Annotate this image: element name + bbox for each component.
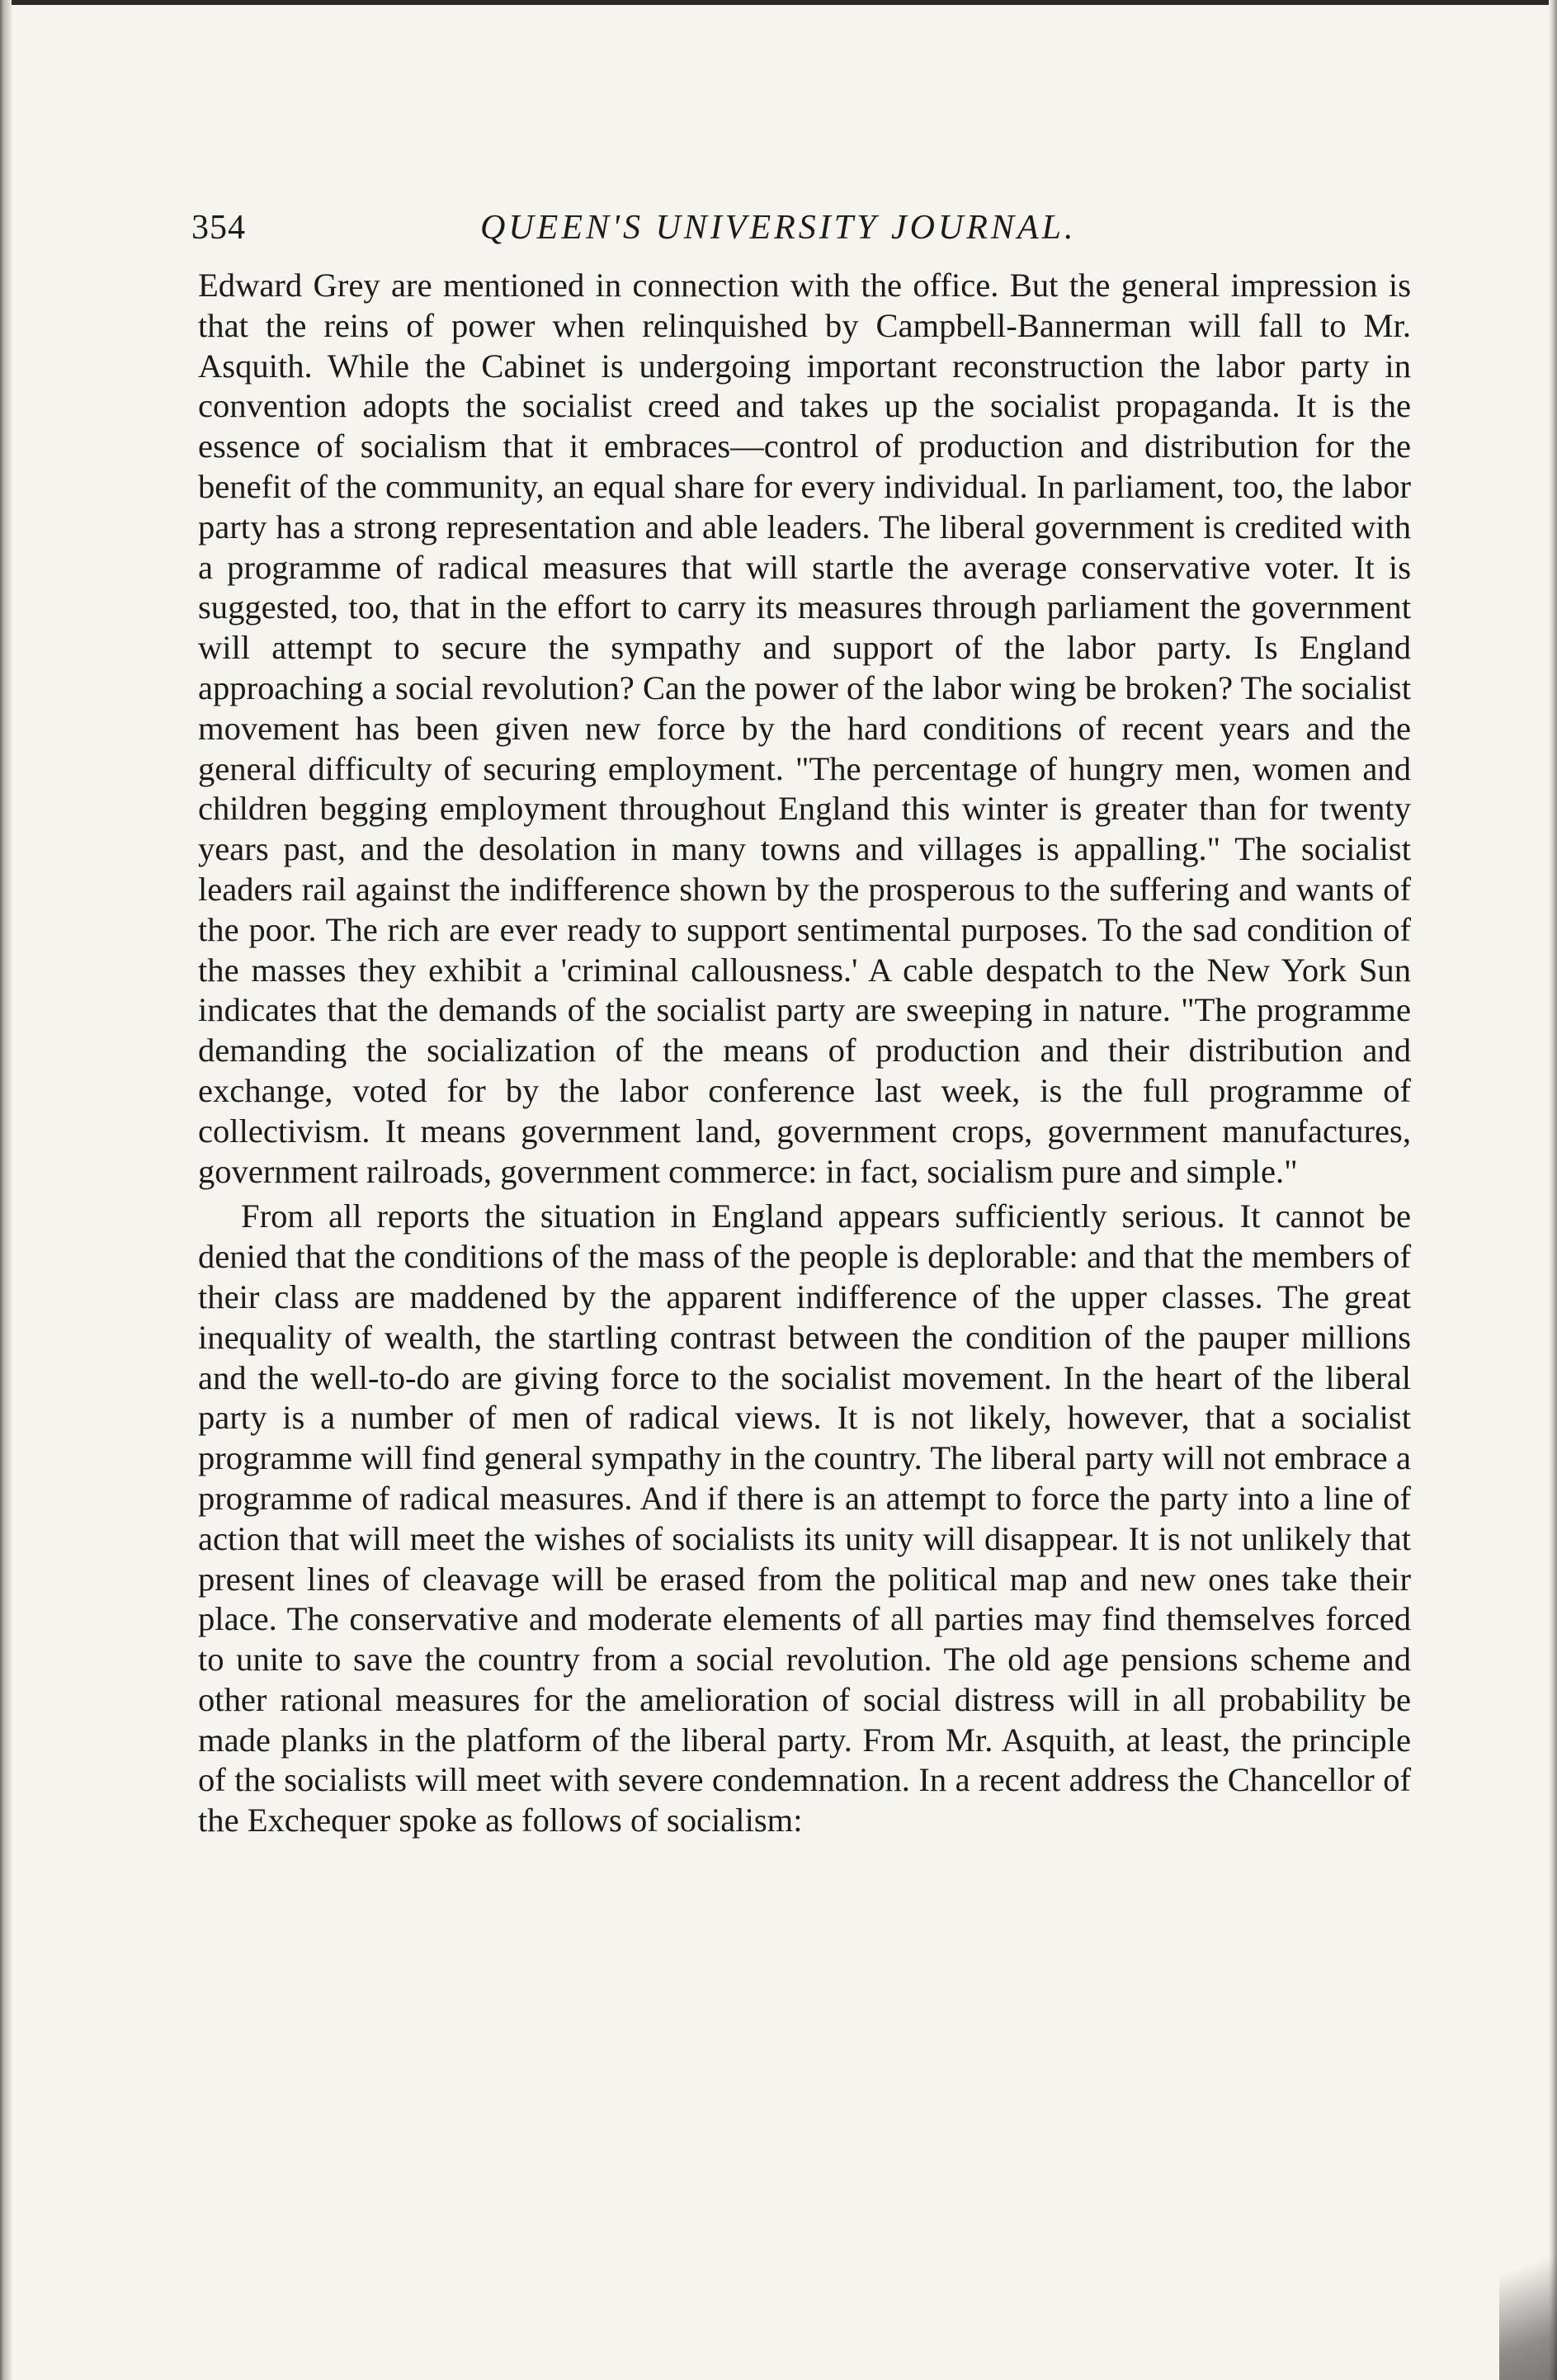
paragraph-1: Edward Grey are mentioned in connection with the office. But the general impression is that the reins of power when relinquished by Campbell-Bannerman will fall to Mr. Asquith. While the Cabinet is undergoing important reconstruction the labor party in convention adopts the socialist creed and takes up the socialist propaganda. It is the essence of socialism that it embraces—control of production and distribution for the benefit of the community, an equal share for every individual. In parliament, too, the labor party has a strong representation and able leaders. The liberal government is credited with a programme of radical measures that will startle the average conservative voter. It is suggested, too, that in the effort to carry its measures through parliament the government will attempt to secure the sympathy and support of the labor party. Is England approaching a social revolution? Can the power of the labor wing be broken? The socialist movement has been given new force by the hard conditions of recent years and the general difficulty of securing employment. "The percentage of hungry men, women and children begging employment throughout England this winter is greater than for twenty years past, and the desolation in many towns and villages is appalling." The socialist leaders rail against the indifference shown by the prosperous to the suffering and wants of the poor. The rich are ever ready to support sentimental purposes. To the sad condition of the masses they exhibit a 'criminal callousness.' A cable despatch to the New York Sun indicates that the demands of the socialist party are sweeping in nature. "The programme demanding the socialization of the means of production and their distribution and exchange, voted for by the labor conference last week, is the full programme of collectivism. It means government land, government crops, government manufactures, government railroads, government commerce: in fact, socialism pure and simple." <box>198 267 1411 1190</box>
article-body <box>198 266 1411 1841</box>
running-title: QUEEN'S UNIVERSITY JOURNAL. <box>480 209 1077 247</box>
page-number: 354 <box>191 209 246 247</box>
page-corner-shadow <box>1499 2190 1557 2380</box>
left-page-edge <box>0 0 12 2380</box>
top-border-rule <box>0 0 1557 5</box>
page-header <box>191 201 1413 254</box>
paragraph-2: From all reports the situation in England appears sufficiently serious. It cannot be denied that the conditions of the mass of the people is deplorable: and that the members of their class are maddened by the apparent indifference of the upper classes. The great inequality of wealth, the startling contrast between the condition of the pauper millions and the well-to-do are giving force to the socialist movement. In the heart of the liberal party is a number of men of radical views. It is not likely, however, that a socialist programme will find general sympathy in the country. The liberal party will not embrace a programme of radical measures. And if there is an attempt to force the party into a line of action that will meet the wishes of socialists its unity will disappear. It is not unlikely that present lines of cleavage will be erased from the political map and new ones take their place. The conservative and moderate elements of all parties may find themselves forced to unite to save the country from a social revolution. The old age pensions scheme and other rational measures for the amelioration of social distress will in all probability be made planks in the platform of the liberal party. From Mr. Asquith, at least, the principle of the socialists will meet with severe condemnation. In a recent address the Chancellor of the Exchequer spoke as follows of socialism: <box>198 1197 1411 1839</box>
right-page-edge <box>1549 0 1557 2380</box>
